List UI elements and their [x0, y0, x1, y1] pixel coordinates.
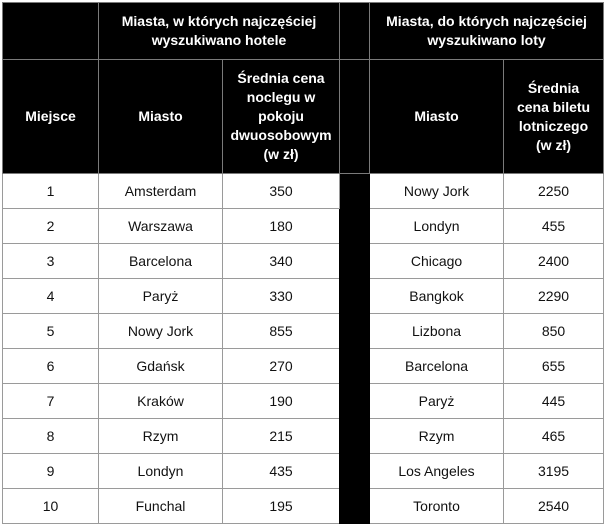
hotel-city-cell: Nowy Jork [99, 314, 223, 349]
hotel-price-cell: 195 [223, 489, 340, 524]
header-separator-top [340, 3, 370, 60]
column-header-row [3, 60, 604, 174]
flight-price-cell: 445 [504, 384, 604, 419]
table-row [3, 314, 604, 349]
flight-city-cell: Nowy Jork [370, 174, 504, 209]
table-body [3, 174, 604, 524]
col-header-rank-label: Miejsce [25, 108, 76, 124]
table-row [3, 279, 604, 314]
col-header-flight-price-label: Średnia cena biletu lotniczego (w zł) [516, 79, 591, 153]
flight-city-cell: Paryż [370, 384, 504, 419]
rank-cell: 1 [3, 174, 99, 209]
rank-cell: 2 [3, 209, 99, 244]
flight-price-cell: 465 [504, 419, 604, 454]
rank-cell: 5 [3, 314, 99, 349]
hotel-price-cell: 340 [223, 244, 340, 279]
col-header-hotel-city-label: Miasto [138, 108, 183, 124]
hotel-city-cell: Kraków [99, 384, 223, 419]
header-separator [340, 60, 370, 174]
column-separator [340, 174, 370, 524]
hotel-city-cell: Paryż [99, 279, 223, 314]
rank-cell: 3 [3, 244, 99, 279]
table-row [3, 384, 604, 419]
rank-cell: 6 [3, 349, 99, 384]
table-row [3, 174, 604, 209]
col-header-rank [3, 60, 99, 174]
table-row [3, 209, 604, 244]
flight-price-cell: 655 [504, 349, 604, 384]
flight-price-cell: 3195 [504, 454, 604, 489]
group-header-hotels-label: Miasta, w których najczęściej wyszukiwano hotele [121, 13, 317, 48]
flight-city-cell: Toronto [370, 489, 504, 524]
hotel-city-cell: Barcelona [99, 244, 223, 279]
hotel-city-cell: Gdańsk [99, 349, 223, 384]
col-header-hotel-price [223, 60, 340, 174]
flight-price-cell: 2540 [504, 489, 604, 524]
table-row [3, 349, 604, 384]
table-row [3, 419, 604, 454]
col-header-flight-price [504, 60, 604, 174]
hotel-price-cell: 180 [223, 209, 340, 244]
flight-price-cell: 2250 [504, 174, 604, 209]
flight-price-cell: 2400 [504, 244, 604, 279]
rank-cell: 9 [3, 454, 99, 489]
table-row [3, 244, 604, 279]
group-header-flights-label: Miasta, do których najczęściej wyszukiwano loty [386, 13, 587, 48]
flight-city-cell: Los Angeles [370, 454, 504, 489]
hotel-city-cell: Amsterdam [99, 174, 223, 209]
hotel-price-cell: 190 [223, 384, 340, 419]
flight-city-cell: Rzym [370, 419, 504, 454]
flight-price-cell: 2290 [504, 279, 604, 314]
header-corner [3, 3, 99, 60]
flight-city-cell: Bangkok [370, 279, 504, 314]
col-header-hotel-price-label: Średnia cena noclegu w pokoju dwuosobowym (w zł) [230, 70, 332, 162]
ranking-table [2, 2, 604, 524]
flight-price-cell: 455 [504, 209, 604, 244]
col-header-flight-city [370, 60, 504, 174]
group-header-flights [370, 3, 604, 60]
group-header-row [3, 3, 604, 60]
hotel-price-cell: 215 [223, 419, 340, 454]
hotel-price-cell: 350 [223, 174, 340, 209]
hotel-price-cell: 330 [223, 279, 340, 314]
table-row [3, 454, 604, 489]
hotel-city-cell: Londyn [99, 454, 223, 489]
rank-cell: 10 [3, 489, 99, 524]
hotel-city-cell: Rzym [99, 419, 223, 454]
rank-cell: 4 [3, 279, 99, 314]
rank-cell: 7 [3, 384, 99, 419]
flight-city-cell: Chicago [370, 244, 504, 279]
rank-cell: 8 [3, 419, 99, 454]
hotel-price-cell: 435 [223, 454, 340, 489]
hotel-price-cell: 855 [223, 314, 340, 349]
group-header-hotels [99, 3, 340, 60]
flight-city-cell: Lizbona [370, 314, 504, 349]
col-header-flight-city-label: Miasto [414, 108, 459, 124]
hotel-city-cell: Warszawa [99, 209, 223, 244]
hotel-price-cell: 270 [223, 349, 340, 384]
flight-city-cell: Barcelona [370, 349, 504, 384]
flight-price-cell: 850 [504, 314, 604, 349]
table-row [3, 489, 604, 524]
flight-city-cell: Londyn [370, 209, 504, 244]
hotel-city-cell: Funchal [99, 489, 223, 524]
col-header-hotel-city [99, 60, 223, 174]
